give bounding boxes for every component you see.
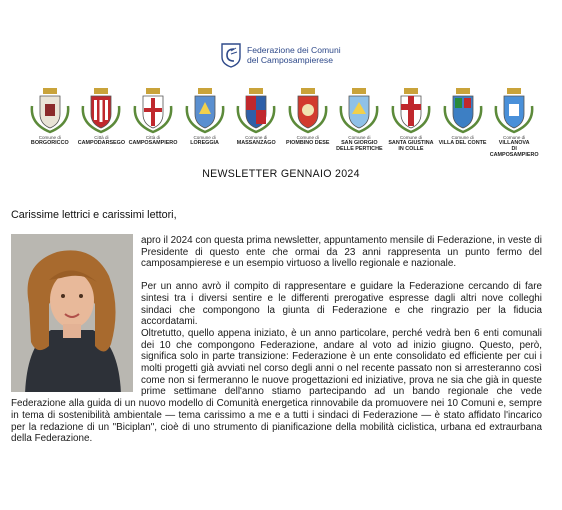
piombino-dese-crest-icon [286, 84, 330, 134]
crest-caption-name: VILLA DEL CONTE [438, 140, 487, 146]
crest-camposampiero [127, 84, 179, 158]
crest-borgoricco [24, 84, 76, 158]
crest-san-giorgio [334, 84, 386, 158]
crest-caption-prefix: Città di [145, 135, 161, 140]
villanova-crest-icon [492, 84, 536, 134]
crest-caption-name: SAN GIORGIO [341, 140, 378, 146]
greeting: Carissime lettrici e carissimi lettori, [11, 209, 177, 221]
paragraph-year: Oltretutto, quello appena iniziato, è un anno particolare, perché vedrà ben 6 enti comunali dei 10 che compongono Federazione, andare al voto ad inizio giugno. Questo, però, significa solo in parte transizione: Federazione è un ente consolidato ed efficiente per cui i molti progetti già avviati nel corso degli anni o nel recente passato non si arresteranno così come non si fermeranno le nuove progettazioni ed iniziative, prova ne sia che già in queste prime settimane dell'anno stiamo partecipando ad un bando regionale che vede Federazione alla guida di un nuovo modello di Comunità energetica rinnovabile da promuovere nei 10 Comuni e, sempre in tema di sostenibilità ambientale — tema carissimo a me e a tutti i sindaci di Federazione — è stato affidato l'incarico per la redazione di un "Biciplan", cioè di uno strumento di pianificazione della mobilità ciclistica, urbana ed extraurbana della Federazione. [11, 327, 542, 445]
massanzago-crest-icon [234, 84, 278, 134]
federation-logo-icon [220, 42, 242, 68]
org-name-line2: del Camposampierese [247, 55, 333, 65]
crest-caption-prefix: Comune di [38, 135, 61, 140]
crest-santa-giustina [385, 84, 437, 158]
crest-caption-prefix: Comune di [245, 135, 268, 140]
crest-caption-name: LOREGGIA [190, 140, 219, 146]
crest-caption-name-line2: IN COLLE [398, 146, 424, 152]
santa-giustina-crest-icon [389, 84, 433, 134]
crest-campodarsego [76, 84, 128, 158]
crest-caption-prefix: Comune di [451, 135, 474, 140]
crest-caption-name: PIOMBINO DESE [286, 140, 330, 146]
crest-caption-name-line2: DI CAMPOSAMPIERO [489, 146, 539, 158]
crest-caption-name: SANTA GIUSTINA [388, 140, 434, 146]
borgoricco-crest-icon [28, 84, 72, 134]
crest-caption-name: MASSANZAGO [236, 140, 276, 146]
crest-caption-name: VILLANOVA [498, 140, 530, 146]
crest-loreggia [179, 84, 231, 158]
newsletter-body [11, 235, 542, 445]
crest-caption-name: BORGORICCO [30, 140, 69, 146]
paragraph-intro: apro il 2024 con questa prima newsletter, appuntamento mensile di Federazione, in veste di Presidente di questo ente che ormai da 23 anni rappresenta un punto fermo del camposampierese e un esempio virtuoso a livello regionale e nazionale. [141, 235, 542, 270]
crest-caption-name: CAMPOSAMPIERO [128, 140, 178, 146]
crest-caption-name: CAMPODARSEGO [77, 140, 126, 146]
crest-caption-prefix: Comune di [193, 135, 216, 140]
crest-caption-prefix: Comune di [348, 135, 371, 140]
san-giorgio-crest-icon [337, 84, 381, 134]
crest-caption-prefix: Città di [94, 135, 109, 140]
crest-massanzago [230, 84, 282, 158]
camposampiero-crest-icon [131, 84, 175, 134]
crest-caption-prefix: Comune di [503, 135, 526, 140]
crest-piombino-dese [282, 84, 334, 158]
villa-del-conte-crest-icon [441, 84, 485, 134]
crest-caption-prefix: Comune di [399, 135, 423, 140]
municipal-crests-row [24, 84, 540, 158]
crest-caption-prefix: Comune di [296, 135, 319, 140]
loreggia-crest-icon [183, 84, 227, 134]
federation-logo [220, 42, 341, 68]
crest-villanova [488, 84, 540, 158]
newsletter-title: NEWSLETTER GENNAIO 2024 [202, 168, 360, 180]
paragraph-role: Per un anno avrò il compito di rappresentare e guidare la Federazione cercando di fare sintesi tra i diversi sentire e le differenti prerogative espresse dagli altri nove colleghi sindaci che compongono la giunta di Federazione e che ringrazio per la fiducia accordatami. [141, 281, 542, 328]
campodarsego-crest-icon [79, 84, 123, 134]
org-name-line1: Federazione dei Comuni [247, 45, 341, 55]
crest-villa-del-conte [437, 84, 489, 158]
crest-caption-name-line2: DELLE PERTICHE [336, 146, 383, 152]
